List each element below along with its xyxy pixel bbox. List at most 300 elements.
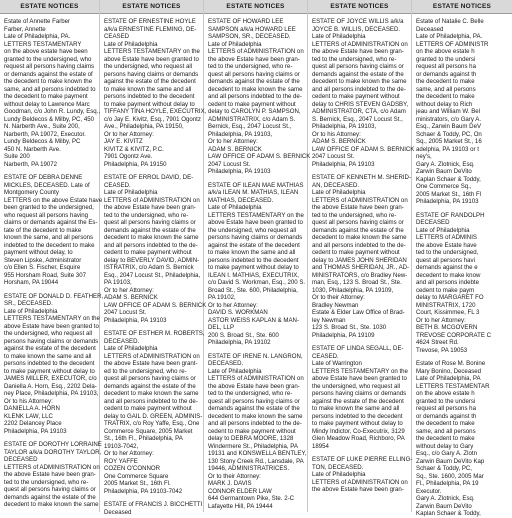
notice-line: Daniella A. Horn, Esq., 2202 Dela- (4, 382, 97, 390)
notice-line: Bernick, Esq., 2047 Locust St., (208, 123, 292, 130)
notice-line: 19131 and KONSWELLA BENTLEY, (208, 450, 307, 457)
notice-line: the above Estate have been gran- (312, 204, 404, 211)
notice-line: cedent to make payment without (104, 405, 192, 412)
notice-line: 19103-7042, (104, 442, 139, 450)
notice-line: ESTATE OF LINDA SEGALL, DE- (312, 345, 404, 352)
notice-line: Philadelphia, PA 19103-7042 (104, 487, 183, 495)
notice-line: to make known the same and all (4, 352, 92, 360)
notice-line: Late of Philadelphia, PA. (4, 33, 71, 40)
estate-notice (312, 456, 413, 494)
notice-line: demands against the estate of the (104, 382, 196, 390)
notice-line: quest all persons having claims or (312, 219, 404, 226)
notice-line: persons indebted to the decedent (208, 256, 299, 264)
notice-line: ADAM S. BERNICK (208, 145, 262, 153)
notice-line: Late of Philadelphia, PA (416, 375, 481, 382)
notice-line: to make payment without delay to (104, 100, 195, 108)
notice-line: ted to the undersigned, who re- (104, 211, 189, 219)
notice-line: the undersigned, who request all (312, 382, 401, 390)
notice-line: to make payment without delay to (312, 420, 403, 427)
notice-line: to make known the same and all (312, 405, 400, 412)
notice-line: Late of Philadelphia (312, 189, 366, 196)
notice-line: Or to their Attorney: (208, 472, 261, 480)
notice-line: Late of Philadelphia (416, 226, 470, 234)
notice-line: Or to their Attorney: (312, 294, 365, 301)
notice-line: c/o Ellen S. Fischer, Esquire (4, 264, 81, 271)
notice-line: adelphia, PA 19103 or t (416, 145, 479, 153)
notice-line: Late of Philadelphia (208, 40, 262, 48)
notice-line: Philadelphia, PA 19103, (312, 123, 377, 130)
notice-line: Philadelphia, PA 19103 (4, 427, 67, 435)
notice-line: Philadelphia, PA 19150 (104, 160, 167, 168)
column-body (412, 14, 512, 518)
notice-line: quest all persons havi (416, 256, 475, 264)
notice-line: same, and all persons (416, 427, 476, 435)
notice-line: ley Newman (312, 316, 346, 324)
notice-line: SAMPSON, SR., DECEASED. (208, 33, 291, 40)
notice-line: St., 16th Fl., Philadelphia, PA (104, 435, 183, 442)
notice-line: Late of Philadelphia (312, 471, 366, 478)
notice-line: quest all persons having claims or (208, 397, 300, 405)
notice-line: LETTERS of ADMINIS (416, 234, 477, 241)
notice-line: ADAM S. BERNICK (312, 138, 366, 145)
notice-line: Late of Philadelphia (208, 367, 262, 375)
notice-line: LETTERS TESTAMENTAR (416, 382, 490, 390)
notice-line: decedent to make known the same (104, 234, 199, 241)
notice-line: demands against the estate of the (208, 78, 300, 85)
notice-line: on the above estate have been (4, 48, 88, 55)
estate-notice (104, 174, 207, 324)
notice-line: to make payment without delay to (208, 264, 299, 271)
notice-column (412, 0, 512, 517)
notice-line: who request all persons having (4, 211, 89, 219)
notice-line: decedent to make known the same (208, 412, 303, 420)
notice-line: the above Estate have been gran- (208, 55, 300, 63)
estate-notice (208, 182, 304, 347)
notice-line: Zarwin Baum DeVito Kap (416, 457, 485, 465)
notice-column (0, 0, 104, 512)
notice-line: DECEASED (4, 456, 38, 463)
notice-line: Narberth, PA 19072 (4, 160, 58, 168)
notice-line: 2047 Locust St. (208, 160, 251, 168)
notice-line: 450 N. Narberth Ave. (4, 145, 61, 153)
notice-line: Goodman, c/o John R. Lundy, Esq., (4, 108, 101, 115)
notice-line: Or to her Attorney: (208, 138, 258, 145)
notice-line: persons having claims or demands (208, 234, 303, 241)
notice-line: Deceased (416, 25, 444, 33)
column-body (100, 14, 207, 516)
notice-line: Late of Philadelphia, PA. (416, 33, 483, 40)
estate-notice (312, 345, 408, 450)
notice-line: LETTERS of ADMINISTRATION on (312, 40, 408, 48)
notice-line: and all persons indebted to the de- (104, 397, 198, 405)
notice-line: ESTATE OF ERROL DAVID, DE- (104, 174, 194, 181)
notice-line: decedent to make known the same (312, 78, 407, 85)
notice-line: LETTERS of ADMINISTRATION on (4, 463, 100, 471)
notice-line: ESTATE of FRANCIS J. BICCHETTI (104, 501, 203, 508)
notice-line: 2005 Market St., 16th Fl (416, 190, 482, 198)
notice-line: demands against the estate of the (208, 405, 300, 412)
notice-line: granted to the undersi (416, 55, 476, 63)
notice-line: DANIELLA A. HORN (4, 405, 60, 412)
notice-line: and all persons indebted to the de- (312, 241, 406, 249)
notice-line: KLENK LAW, LLC (4, 412, 53, 420)
section-header: ESTATE NOTICES (0, 0, 99, 14)
notice-line: to make payment without delay to (4, 367, 95, 375)
notice-line: TREVOSE CORPORATE C (416, 331, 492, 339)
notice-line: Lundy Beldecos & Milby, PC, 450 (4, 115, 94, 123)
notice-line: 2047 Locust St. (312, 153, 355, 160)
notice-column (308, 0, 415, 512)
notice-line: Narberth, PA 19072, Executor. (4, 130, 86, 138)
notice-line: LETTERS OF ADMINISTR (416, 40, 489, 48)
notice-line: and all persons indebted to the de- (104, 241, 198, 249)
section-header: ESTATE NOTICES (308, 0, 411, 14)
notice-line: the decedent to make known the (4, 78, 93, 85)
notice-line: persons having claims or demands (104, 70, 199, 78)
notice-line: above Estate have been granted to (208, 219, 303, 226)
notice-line: Philadelphia, PA 19103 (312, 160, 375, 168)
notice-line: Estate of Natalie C. Belle (416, 18, 484, 25)
notice-line: Or to her Attorney: (208, 301, 258, 309)
notice-line: and all persons indebted to the de- (312, 85, 406, 93)
notice-line: Mindy Indictor, Co-Executrix, 3129 (312, 427, 405, 435)
notice-line: Late of Philadelphia (4, 307, 58, 315)
notice-line: a/k/a ERNESTINE FLEMING, DE- (104, 25, 197, 33)
notice-line: granted to the undersi (416, 397, 476, 405)
notice-line: MATHIAS, DECEASED. (208, 196, 274, 204)
notice-line: LETTERS of ADMINISTRATION on (208, 375, 304, 382)
notice-line: JAY E. KIVITZ (104, 138, 143, 145)
notice-line: or demands against the estate of (4, 70, 93, 78)
notice-line: cedent to make paym (416, 286, 475, 294)
notice-line: ESTATE OF ILEAN MAE MATHIAS (208, 181, 304, 189)
notice-line: quest all persons having claims or (312, 63, 404, 70)
notice-line: against the estate of the decedent (208, 241, 300, 249)
notice-line: Estate of Annette Farber (4, 18, 71, 25)
notice-line: Late of Philadelphia (312, 33, 366, 40)
notice-line: decedent to make know (416, 271, 481, 279)
notice-line: above Estate have been granted to (312, 375, 407, 382)
estate-notice (312, 174, 411, 339)
estate-notice (104, 501, 203, 516)
notice-line: Late of Philadelphia (104, 189, 158, 196)
notice-line: LAW OFFICE OF ADAM S. BERNICK (312, 145, 415, 153)
notice-line: c/o Jay E. Kivitz, Esq., 7901 Ogontz (104, 115, 201, 123)
notice-line: Philadelphia, PA 19102 (208, 339, 271, 346)
notice-line: LAW OFFICE OF ADAM S. BERNICK (104, 301, 207, 309)
estate-notice (312, 18, 415, 168)
notice-line: N. Narberth Ave., Suite 200, (4, 123, 80, 130)
notice-line: or demands against th (416, 70, 477, 78)
notice-line: LETTERS of ADMINISTRATION on (312, 196, 408, 204)
notice-line: Schaer & Toddy, PC, (416, 465, 472, 472)
estate-notice (208, 352, 307, 511)
notice-line: Deceased (104, 508, 132, 516)
notice-line: 200 S. Broad St., Ste. 600 (208, 331, 279, 339)
estate-notice (208, 18, 311, 176)
notice-line: Sq., Ste. 1600, 2005 Mar (416, 472, 484, 480)
notice-line: Philadelphia, PA 19103 (416, 198, 479, 205)
notice-line: Esq., Zarwin Baum DeV (416, 123, 482, 130)
notice-line: on the above estate h (416, 390, 475, 397)
notice-line: Steven Lipske, Administrator (4, 256, 82, 264)
notice-line: the decedent to make (416, 78, 475, 85)
notice-line: against the estate of the decedent (4, 345, 96, 352)
notice-line: 1030, Philadelphia, PA 19109, (312, 286, 394, 294)
notice-line: Trevose, PA 19053 (416, 346, 468, 354)
notice-line: demands against the e (416, 264, 478, 271)
notice-line: demands against the estate of the (312, 226, 404, 234)
notice-line: Commerce Square, 2005 Market (104, 427, 193, 435)
notice-line: MINISTRATORS, c/o Bradley New- (312, 271, 408, 279)
notice-line: Late of Philadelphia (208, 204, 262, 211)
notice-line: ted to the undersigned, who re- (208, 390, 293, 397)
notice-line: quest all persons having claims or (104, 219, 196, 226)
notice-line: the decedent to make (416, 93, 475, 100)
notice-line: the undersigned, who request all (4, 330, 93, 337)
notice-line: the decedent to make payment (4, 93, 88, 100)
notice-line: ESTATE OF JOYCE WILLIS a/k/a (312, 18, 404, 25)
notice-line: without delay to Gary (416, 442, 474, 450)
notice-line: COZEN O'CONNOR (104, 465, 161, 472)
notice-line: claims or demands against the Es- (4, 219, 98, 226)
notice-line: MICKLES, DECEASED. Late of (4, 181, 90, 189)
notice-line: Esq., 2047 Locust St., Philadelphia, (104, 271, 201, 279)
notice-line: PA 19103, (104, 279, 132, 286)
notice-line: demands against the estate of the (104, 226, 196, 234)
notice-line: ed to the undersigned, who re- (104, 367, 187, 375)
notice-line: cedent to make payment without (312, 93, 400, 100)
notice-line: the above Estate have been gran- (312, 48, 404, 55)
notice-line: Broad St., Ste. 600, Philadelphia, (208, 286, 298, 294)
notice-line: LETTERS on the above Estate have (4, 196, 103, 204)
notice-line: ted to the undersigned, who re- (312, 211, 397, 219)
notice-line: ted to the undersigned, who re- (208, 63, 293, 70)
notice-line: LETTERS of ADMINISTRATION on (208, 48, 304, 55)
notice-line: delay to BEVERLY DAVID, ADMIN- (104, 256, 200, 264)
notice-line: the above Estate have been gran- (4, 471, 96, 478)
notice-line: LETTERS of ADMINISTRATION on (104, 352, 200, 360)
notice-line: the above Estate have (416, 241, 477, 249)
notice-line: indebted to the decedent to make (4, 241, 95, 249)
notice-line: Philadelphia, PA 19103 (104, 316, 167, 324)
notice-line: c/o David S. Workman, Esq., 200 S. (208, 279, 306, 286)
estate-notice (4, 292, 104, 436)
notice-line: cedent to make payment without (208, 100, 296, 108)
notice-line: TAYLOR a/k/a DOROTHY TAYLOR, (4, 448, 102, 456)
notice-line: ROY YAFFE (104, 457, 138, 465)
notice-line: KIVITZ & KIVITZ, P.C. (104, 145, 164, 153)
notice-line: ted to the undersigned, who re- (4, 478, 89, 486)
notice-line: 130 Stony Creek Rd., Lansdale, PA (208, 457, 304, 465)
notice-line: TIFFANY TINA HOYLE, EXECUTRIX, (104, 108, 207, 115)
notice-line: to make known the same and all (104, 85, 192, 93)
notice-line: the above Estate have been grant- (104, 360, 198, 367)
notice-line: and THOMAS SHERIDAN, JR., AD- (312, 264, 410, 271)
notice-line: LETTERS of ADMINISTRATION on (312, 478, 408, 486)
notice-line: cedent to make payment without (208, 427, 296, 435)
notice-line: to make known the same and all (208, 249, 296, 256)
column-body (308, 14, 415, 494)
notice-line: DECEASED. (208, 360, 244, 367)
notice-line: decedent to make known the same (4, 501, 99, 508)
notice-line: the decedent to make (416, 435, 475, 442)
notice-line: same, and all persons (416, 85, 476, 93)
notice-line: ESTATE OF ESTHER M. ROBERTS, (104, 330, 205, 337)
notice-line: granted to the undersigned, who (4, 55, 92, 63)
notice-line: Estate of Rose M. Bonine (416, 360, 486, 367)
notice-line: been granted to the undersigned, (4, 204, 94, 211)
section-header: ESTATE NOTICES (100, 0, 203, 14)
notice-line: Lafayette Hill, PA 19444 (208, 502, 273, 510)
notice-line: LETTERS TESTAMENTARY on the (208, 211, 304, 219)
notice-line: Or to her Attorney: (104, 286, 154, 294)
notice-line: Bradley Newman (312, 301, 359, 309)
notice-line: ministrators, c/o Gary A. (416, 115, 482, 123)
notice-line: on the above estate h (416, 48, 475, 55)
notice-line: delay to GAIL D. GREEN, ADMINIS- (104, 412, 203, 420)
notice-line: Or to her Attorney: (104, 450, 154, 457)
notice-line: Philadelphia, PA 19103, (208, 130, 273, 138)
notice-line: payment without delay, to (4, 249, 73, 256)
estate-notice (4, 18, 101, 168)
notice-line: 955 Horsham Road, Suite 307 (4, 271, 86, 279)
notice-line: 644 Germantown Pike, Ste. 2-C (208, 495, 295, 502)
notice-line: Or to his Attorney: (312, 130, 361, 138)
notice-line: above Estate have been granted to (4, 322, 99, 330)
notice-line: LETTERS TESTAMENTARY on the (4, 315, 100, 322)
notice-line: DEL, LLP (208, 324, 235, 331)
notice-line: persons indebted to the decedent (312, 412, 403, 420)
notice-line: the above Estate have been gran- (208, 382, 300, 390)
notice-line: Court, Kissimmee, FL 3 (416, 309, 480, 316)
notice-line: and all persons indebte (416, 279, 480, 286)
notice-line: JOYCE B. WILLIS, DECEASED. (312, 25, 401, 33)
notice-line: ESTATE OF DONALD D. FEATHER, (4, 292, 104, 300)
notice-line: or demands against th (416, 412, 477, 420)
notice-line: JAMES MILLER, EXECUTOR, c/o (4, 375, 97, 382)
notice-line: Or to his Attorney: (4, 397, 53, 405)
notice-line: decedent to make known the same (208, 85, 303, 93)
notice-line: LETTERS of ADMINISTRATION on (104, 196, 200, 204)
notice-line: 2047 Locust St. (104, 309, 147, 316)
notice-line: S. Bernick, Esq., 2047 Locust St., (312, 115, 403, 123)
notice-line: ESTATE OF IRENE N. LANGRON, (208, 352, 303, 360)
notice-line: LAW OFFICE OF ADAM S. BERNICK (208, 153, 311, 160)
notice-line: DECEASED (416, 219, 450, 226)
notice-column (100, 0, 207, 516)
notice-line: jeau and William W. Bel (416, 108, 481, 115)
notice-line: LETTERS TESTAMENTARY on the (312, 367, 408, 375)
notice-line: above Estate have been granted to (104, 55, 199, 63)
notice-line: a/k/a ILEAN M. MATHIAS, ILEAN (208, 189, 299, 196)
notice-line: ESTATE OF DEBRA DENNE (4, 174, 83, 181)
notice-line: Zarwin Baum DeVito (416, 168, 472, 175)
notice-line: decedent to make known the same (312, 234, 407, 241)
notice-line: MINISTRATRIX, 1720 (416, 301, 476, 309)
estate-notice (4, 441, 102, 509)
notice-line: Lundy Beldecos & Milby, PC (4, 138, 81, 145)
section-header: ESTATE NOTICES (204, 0, 307, 14)
notice-line: quest all persons having claims or (4, 486, 96, 493)
notice-line: Esq., c/o Gary A. Zlotn (416, 450, 477, 457)
notice-line: delay to JAMES JOHN SHERIDAN (312, 256, 407, 264)
notice-line: ted to the undersigned, who re- (312, 55, 397, 63)
notice-line: Fl., Philadelphia, PA 19 (416, 480, 479, 487)
notice-line: against the estate of the decedent (312, 397, 404, 405)
notice-line: ESTATE OF HOWARD LEE (208, 18, 284, 25)
notice-line: demands against the estate of the (4, 493, 96, 501)
notice-line: Kaplan Schaer & Toddy, (416, 510, 481, 517)
notice-line: without delay to Lawrence Marc (4, 100, 90, 108)
notice-line: Philadelphia, PA 19103 (208, 168, 271, 175)
notice-line: request all persons having claims (4, 63, 95, 70)
notice-line: Gary A. Zlotnick, Esq. (416, 495, 475, 502)
notice-line: ADMINISTRATRIX, c/o Adam S. (208, 115, 296, 123)
notice-line: Montgomery County (4, 189, 59, 196)
notice-line: BETH B. MCGOVERN (416, 324, 478, 331)
notice-line: tate of the decedent to make (4, 226, 82, 234)
notice-line: man, Esq., 123 S. Broad St., Ste. (312, 279, 402, 286)
notice-line: TON, DECEASED. (312, 463, 364, 471)
notice-line: ESTATE OF KENNETH M. SHERID- (312, 174, 411, 181)
notice-line: Kaplan Schaer & Toddy, (416, 175, 481, 183)
notice-line: ESTATE OF RANDOLPH (416, 211, 485, 219)
notice-line: ted to the undersigned, (416, 249, 479, 256)
notice-line: ESTATE OF DOROTHY LORRAINE (4, 441, 102, 448)
notice-line: and all persons indebted to the de- (208, 93, 302, 100)
notice-line: quest all persons having claims or (208, 70, 300, 78)
notice-line: AN, DECEASED. (312, 181, 360, 189)
notice-line: the decedent to make (416, 420, 475, 427)
notice-line: ILEAN I. MATHIAS, EXECUTRIX, (208, 271, 299, 279)
notice-line: delay to CHRIS STEVEN GADSBY, (312, 100, 409, 108)
notice-line: 123 S. Broad St., Ste. 1030 (312, 324, 387, 331)
notice-line: and all persons indebted to the de- (208, 420, 302, 427)
notice-line: Zarwin Baum DeVito (416, 502, 472, 510)
notice-line: without delay to Rich (416, 100, 473, 108)
notice-line: ADAM S. BERNICK (104, 294, 158, 301)
notice-line: TRATRIX, c/o Roy Yaffe, Esq., One (104, 420, 200, 427)
notice-line: the undersigned, who request all (104, 63, 193, 70)
estate-notice (4, 174, 103, 287)
notice-line: One Commerce Square (104, 472, 169, 480)
notice-line: Schaer & Toddy, PC, On (416, 130, 482, 138)
estate-notice (416, 212, 509, 355)
notice-line: DECEASED. (104, 337, 140, 345)
notice-line: CONNOR ELDER LAW (208, 487, 272, 495)
notice-line: known the same, and all persons (4, 234, 94, 241)
estate-notice (416, 360, 509, 518)
notice-line: quest all persons having claims or (104, 375, 196, 382)
notice-column (204, 0, 311, 512)
notice-line: ney Place, Philadelphia, PA 19103, (4, 390, 99, 397)
notice-line: Mary Bonino, Deceased (416, 367, 482, 375)
notice-line: 7901 Ogontz Ave. (104, 153, 153, 160)
notice-line: ASTOR WEISS KAPLAN & MAN- (208, 316, 299, 324)
notice-line: Philadelphia, PA 19109 (312, 331, 375, 339)
notice-line: LETTERS TESTAMENTARY on the (104, 48, 200, 55)
notice-line: SR., DECEASED. (4, 300, 53, 307)
estate-notice (104, 18, 207, 168)
notice-line: Glen Meadow Road, Richboro, PA (312, 435, 405, 442)
notice-line: 2202 Delancey Place (4, 420, 62, 427)
notice-line: 18954 (312, 442, 329, 450)
notice-line: PA 19102, (208, 294, 236, 301)
notice-line: Executor. (416, 487, 442, 495)
notice-line: the above Estate have been gran- (104, 204, 196, 211)
notice-line: Or to her Attorney: (416, 316, 466, 324)
